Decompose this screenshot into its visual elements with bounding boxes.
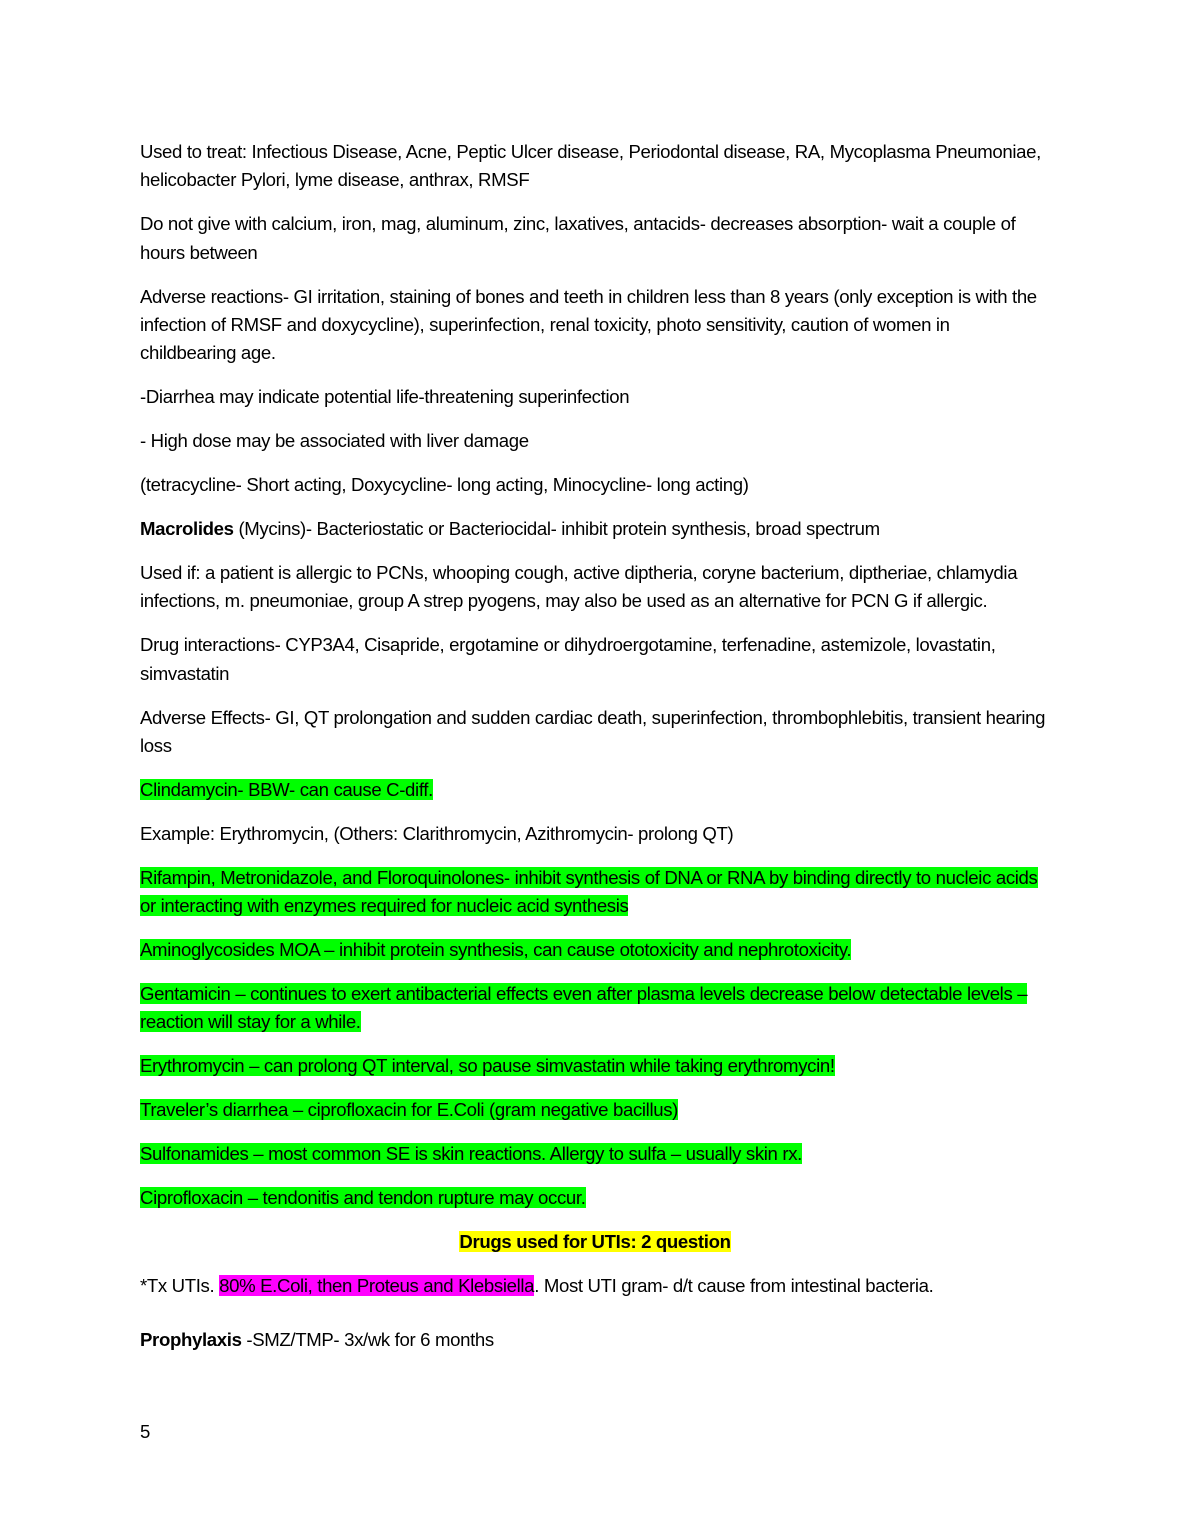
paragraph-erythromycin-qt [140,1052,1050,1080]
paragraph-rifampin [140,864,1050,921]
paragraph-travelers-diarrhea [140,1096,1050,1124]
paragraph-ciprofloxacin [140,1184,1050,1212]
paragraph-adverse-effects: Adverse Effects- GI, QT prolongation and sudden cardiac death, superinfection, thrombophlebitis, transient hearing loss [140,706,1046,756]
paragraph-used-to-treat: Used to treat: Infectious Disease, Acne, Peptic Ulcer disease, Periodontal disease, RA, Mycoplasma Pneumoniae, helicobacter Pylori, lyme disease, anthrax, RMSF [140,141,1041,191]
paragraph-aminoglycosides [140,936,1050,964]
paragraph-adverse-reactions: Adverse reactions- GI irritation, staining of bones and teeth in children less than 8 years (only exception is with the infection of RMSF and doxycycline), superinfection, renal toxicity, photo sensitivity, caution of women in childbearing age. [140,285,1037,364]
paragraph-high-dose: - High dose may be associated with liver damage [140,430,529,452]
paragraph-example-erythromycin: Example: Erythromycin, (Others: Clarithromycin, Azithromycin- prolong QT) [140,822,734,844]
prophylaxis-description: -SMZ/TMP- 3x/wk for 6 months [241,1329,494,1351]
highlight-clindamycin: Clindamycin- BBW- can cause C-diff. [140,778,433,800]
prophylaxis-term: Prophylaxis [140,1329,242,1351]
tx-utis-start: *Tx UTIs. [140,1274,220,1296]
highlight-uti-heading: Drugs used for UTIs: 2 question [459,1230,731,1252]
highlight-gentamicin: Gentamicin – continues to exert antibacterial effects even after plasma levels decrease below detectable levels – reaction will stay for a while. [140,982,1028,1033]
paragraph-clindamycin [140,776,1050,804]
paragraph-macrolides [140,515,1050,543]
document-page-body [140,138,1050,1370]
paragraph-prophylaxis [140,1326,1050,1354]
highlight-ciprofloxacin: Ciprofloxacin – tendonitis and tendon rupture may occur. [140,1186,586,1208]
paragraph-tetracycline-types: (tetracycline- Short acting, Doxycycline- long acting, Minocycline- long acting) [140,474,749,496]
macrolides-term: Macrolides [140,518,234,540]
page-number: 5 [140,1421,151,1442]
paragraph-used-if: Used if: a patient is allergic to PCNs, whooping cough, active diptheria, coryne bacterium, diptheriae, chlamydia infections, m. pneumoniae, group A strep pyogens, may also be used as an alternative for PCN G if allergic. [140,561,1018,612]
paragraph-do-not-give-with: Do not give with calcium, iron, mag, aluminum, zinc, laxatives, antacids- decreases absorption- wait a couple of hours between [140,213,1016,263]
highlight-travelers-diarrhea: Traveler’s diarrhea – ciprofloxacin for E.Coli (gram negative bacillus) [140,1099,679,1121]
highlight-rifampin: Rifampin, Metronidazole, and Floroquinolones- inhibit synthesis of DNA or RNA by binding directly to nucleic acids or interacting with enzymes required for nucleic acid synthesis [140,866,1038,917]
highlight-aminoglycosides: Aminoglycosides MOA – inhibit protein synthesis, can cause ototoxicity and nephrotoxicity. [140,939,852,961]
paragraph-diarrhea-warning: -Diarrhea may indicate potential life-threatening superinfection [140,386,630,408]
highlight-ecoli-proteus: 80% E.Coli, then Proteus and Klebsiella [219,1274,535,1296]
highlight-sulfonamides: Sulfonamides – most common SE is skin reactions. Allergy to sulfa – usually skin rx. [140,1143,802,1165]
section-heading-uti [140,1228,1050,1256]
macrolides-description: (Mycins)- Bacteriostatic or Bacteriocidal- inhibit protein synthesis, broad spectrum [233,518,880,540]
tx-utis-end: . Most UTI gram- d/t cause from intestinal bacteria. [534,1274,934,1296]
paragraph-gentamicin [140,980,1050,1037]
highlight-erythromycin-qt: Erythromycin – can prolong QT interval, so pause simvastatin while taking erythromycin! [140,1055,835,1077]
paragraph-sulfonamides [140,1140,1050,1168]
paragraph-drug-interactions: Drug interactions- CYP3A4, Cisapride, ergotamine or dihydroergotamine, terfenadine, astemizole, lovastatin, simvastatin [140,634,996,684]
paragraph-tx-utis [140,1272,1050,1300]
